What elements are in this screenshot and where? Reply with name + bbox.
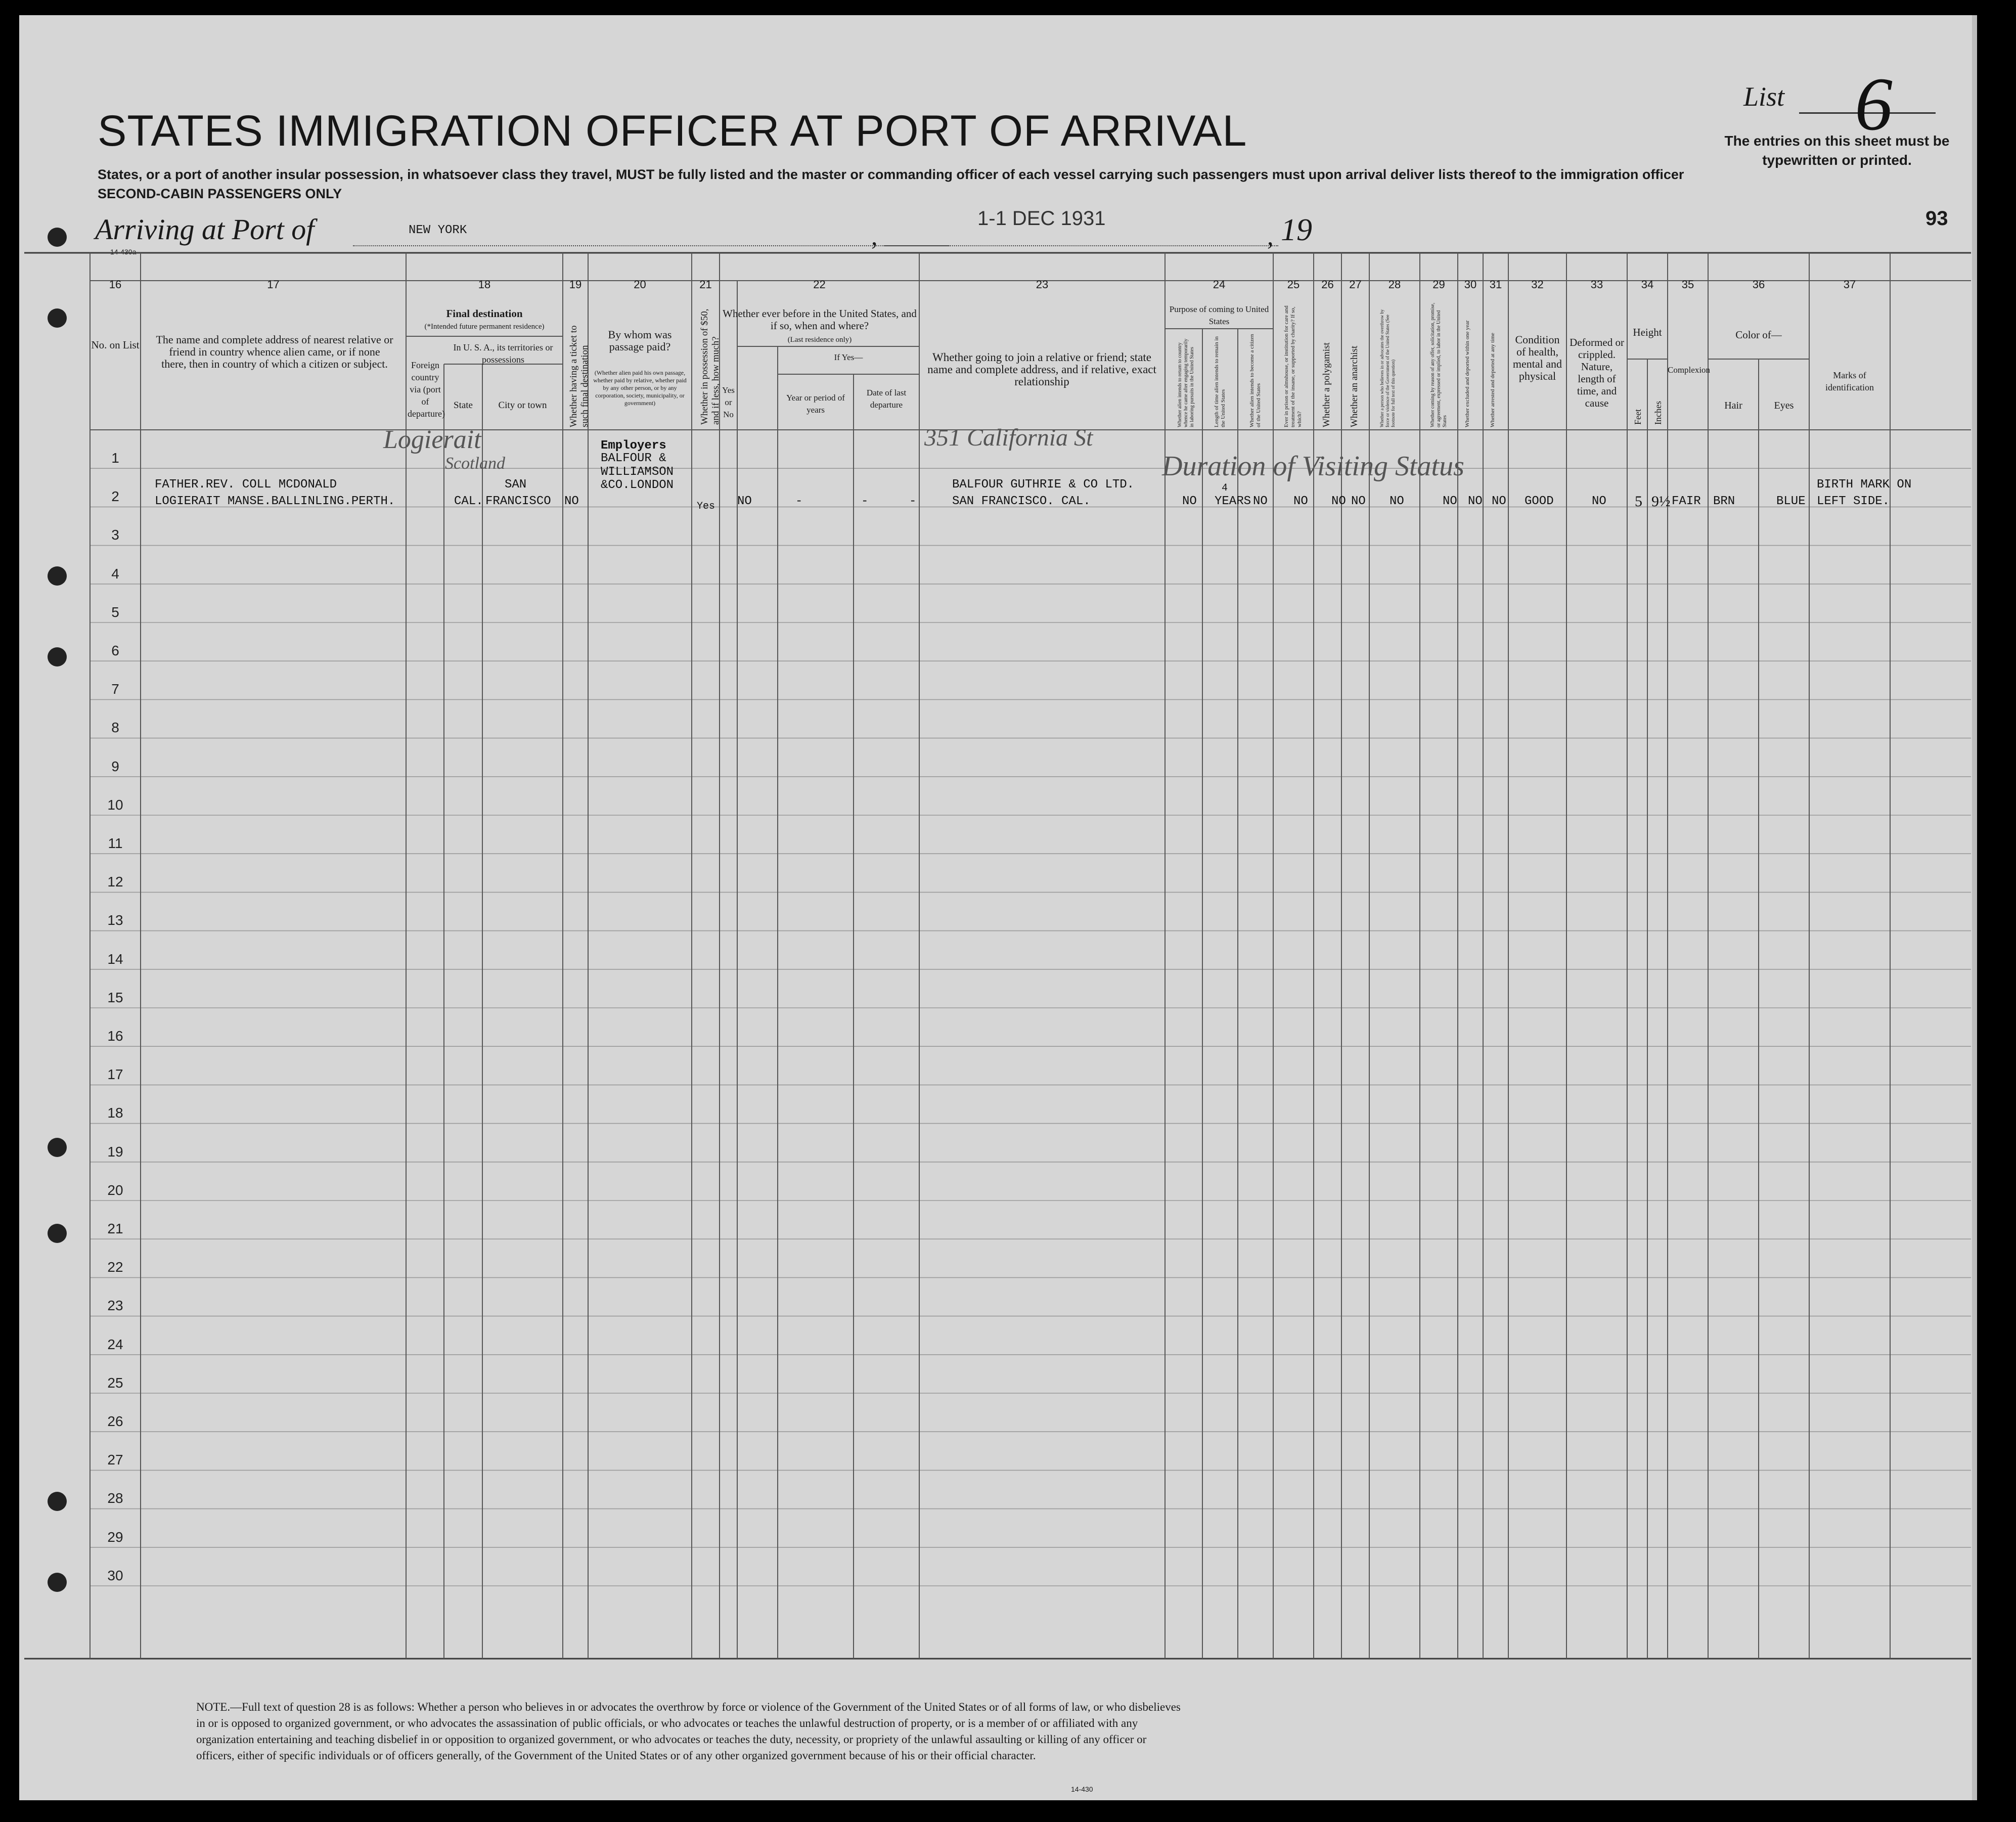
ticket-value: NO <box>564 495 579 508</box>
header-prison: Ever in prison or almshouse, or institution for care and treatment of the insane, or supported by charity? If so, which? <box>1283 305 1303 427</box>
header-polygamist: Whether a polygamist <box>1321 342 1332 427</box>
header-fifty-dollars: Whether in possession of $50, and if less, how much? <box>699 308 721 425</box>
paid-line-4: &CO.LONDON <box>601 478 674 492</box>
row-number: 8 <box>111 720 119 736</box>
header-state: State <box>454 400 473 411</box>
row-number: 10 <box>107 796 123 813</box>
row-number: 18 <box>107 1105 123 1121</box>
offer-value: NO <box>1443 495 1457 508</box>
handwritten-foreign-country: Scotland <box>445 454 505 473</box>
row-number: 9 <box>111 758 119 774</box>
row-number: 21 <box>107 1221 123 1236</box>
column-number: 18 <box>478 278 491 291</box>
join-line-2: SAN FRANCISCO. CAL. <box>952 495 1091 508</box>
header-offer: Whether coming by reason of any offer, solicitation, promise, or agreement, expressed or implied, to labor in the United States <box>1430 302 1448 427</box>
row-number: 14 <box>107 951 123 967</box>
paid-line-2: BALFOUR & <box>601 452 666 465</box>
header-overthrow: Whether a person who believes in or advocates the overthrow by force or violence of the Government of the United States (See footnote for full text of this question) <box>1379 309 1396 427</box>
citizen-value: NO <box>1253 495 1268 508</box>
column-number: 30 <box>1464 278 1477 291</box>
height-feet: 5 <box>1635 493 1642 510</box>
header-feet: Feet <box>1633 409 1643 425</box>
header-in-usa: In U. S. A., its territories or possessions <box>453 342 553 365</box>
eyes-value: BLUE <box>1776 495 1806 508</box>
row-number: 29 <box>107 1529 123 1545</box>
row-number: 6 <box>111 643 119 658</box>
deformed-value: NO <box>1592 495 1606 508</box>
handwritten-join-address: 351 California St <box>924 424 1093 451</box>
header-final-destination: Final destination <box>446 307 523 320</box>
header-inches: Inches <box>1653 401 1663 425</box>
column-number: 35 <box>1681 278 1694 291</box>
row-number: 28 <box>107 1490 123 1506</box>
length-unit: YEARS <box>1215 495 1251 508</box>
destination-state: CAL. <box>454 495 483 508</box>
length-number: 4 <box>1222 482 1228 494</box>
row-number: 20 <box>107 1182 123 1198</box>
row-number: 30 <box>107 1567 123 1583</box>
column-number: 24 <box>1213 278 1226 291</box>
header-eyes: Eyes <box>1774 400 1794 411</box>
header-before-in-us: Whether ever before in the United States, and if so, when and where? <box>723 307 917 332</box>
list-number: 6 <box>1855 62 1893 146</box>
footnote-question-28: NOTE.—Full text of question 28 is as follows: Whether a person who believes in or advocates the overthrow by force or violence of the Government of the United States or of all forms of law, or who disbelieves in or is opposed to organized government, or who advocates the assassination of public officials, or who advocates or teaches the unlawful destruction of property, or is a member of or affiliated with any organization entertaining and teaching disbelief in or opposition to organized government, or who advocates or teaches the duty, necessity, or propriety of the unlawful assaulting or killing of any officer or officers, either of specific individuals or of officers generally, of the Government of the United States or of any other organized government because of his or their official character. <box>196 1701 1181 1762</box>
header-yes-no: Yes or No <box>722 385 735 419</box>
manifest-sheet <box>19 15 1977 1800</box>
row-number: 24 <box>107 1336 123 1352</box>
column-number: 23 <box>1036 278 1049 291</box>
before-period: - <box>795 495 803 508</box>
column-number: 21 <box>699 278 712 291</box>
header-join-relative: Whether going to join a relative or friend; state name and complete address, and if relative, exact relationship <box>927 351 1156 388</box>
header-passage-paid-sub: (Whether alien paid his own passage, whether paid by relative, whether paid by any other person, or by any corporation, society, municipality, or government) <box>593 369 687 407</box>
header-purpose-citizen: Whether alien intends to become a citizen of the United States <box>1249 334 1262 427</box>
column-number: 26 <box>1321 278 1334 291</box>
row-number: 3 <box>111 527 119 543</box>
health-value: GOOD <box>1525 495 1554 508</box>
arrested-value: NO <box>1492 495 1506 508</box>
column-number: 32 <box>1531 278 1544 291</box>
height-inches: 9½ <box>1651 493 1671 510</box>
column-number: 22 <box>813 278 826 291</box>
before-date: - <box>909 495 917 508</box>
header-hair: Hair <box>1724 400 1742 411</box>
header-purpose-return: Whether alien intends to return to country whence he came after engaging temporarily in laboring pursuits in the United States <box>1177 338 1195 427</box>
column-number: 19 <box>569 278 582 291</box>
handwritten-purpose: Duration of Visiting Status <box>1162 451 1464 482</box>
row-number: 2 <box>111 488 119 505</box>
paid-line-3: WILLIAMSON <box>601 465 674 479</box>
overthrow-value: NO <box>1390 495 1404 508</box>
row-number: 4 <box>111 565 119 582</box>
comma: , <box>1267 222 1274 250</box>
year-label: 19 <box>1281 213 1312 247</box>
marks-line-2: LEFT SIDE. <box>1817 495 1890 508</box>
hair-value: BRN <box>1713 495 1735 508</box>
header-marks: Marks of identification <box>1825 370 1874 392</box>
page-number: 93 <box>1925 207 1948 230</box>
page-title: STATES IMMIGRATION OFFICER AT PORT OF ARRIVAL <box>98 107 1247 155</box>
column-number: 28 <box>1388 278 1401 291</box>
header-period: Year or period of years <box>786 393 845 415</box>
header-last-residence: (Last residence only) <box>787 336 852 344</box>
header-nearest-relative: The name and complete address of nearest relative or friend in country whence alien came, or if none there, then in country of which a citizen or subject. <box>156 333 393 370</box>
port-label: Arriving at Port of <box>95 213 315 246</box>
handwritten-destination: Logierait <box>383 425 481 454</box>
header-if-yes: If Yes— <box>834 352 863 362</box>
header-city: City or town <box>498 400 547 411</box>
header-deformed: Deformed or crippled. Nature, length of time, and cause <box>1570 336 1624 409</box>
before-yes-no: NO <box>737 495 752 508</box>
complexion-value: FAIR <box>1672 495 1701 508</box>
row-number: 23 <box>107 1298 123 1314</box>
form-code-top: 14-430a <box>110 248 137 256</box>
polygamist-value: NO <box>1331 495 1346 508</box>
form-code-bottom: 14-430 <box>1071 1785 1093 1793</box>
list-label: List <box>1743 81 1785 112</box>
column-number: 17 <box>267 278 280 291</box>
money-value: Yes <box>697 501 715 512</box>
row-number: 25 <box>107 1374 123 1391</box>
anarchist-value: NO <box>1351 495 1366 508</box>
date-stamp: 1-1 DEC 1931 <box>977 207 1106 230</box>
relative-line-2: LOGIERAIT MANSE.BALLINLING.PERTH. <box>155 495 395 508</box>
entries-note: The entries on this sheet must be typewritten or printed. <box>1724 133 1950 168</box>
header-date-last-departure: Date of last departure <box>866 388 907 410</box>
row-number: 17 <box>107 1066 123 1083</box>
comma: , <box>871 222 878 250</box>
header-foreign-country: Foreign country via (port of departure) <box>408 360 445 419</box>
row-number: 1 <box>111 450 119 466</box>
destination-city-line-1: SAN <box>505 478 527 492</box>
header-complexion: Complexion <box>1668 365 1711 375</box>
column-number: 31 <box>1489 278 1502 291</box>
row-number: 13 <box>107 912 123 928</box>
column-number: 33 <box>1590 278 1603 291</box>
excluded-value: NO <box>1468 495 1483 508</box>
header-anarchist: Whether an anarchist <box>1349 345 1360 427</box>
row-number: 19 <box>107 1143 123 1160</box>
header-final-destination-sub: (*Intended future permanent residence) <box>424 323 545 331</box>
header-arrested: Whether arrested and deported at any time <box>1490 333 1496 427</box>
header-color-of: Color of— <box>1735 329 1782 341</box>
row-number: 7 <box>111 681 119 697</box>
header-height: Height <box>1633 326 1662 338</box>
prison-value: NO <box>1293 495 1308 508</box>
return-intent: NO <box>1182 495 1197 508</box>
header-excluded: Whether excluded and deported within one year <box>1464 320 1470 427</box>
row-number: 12 <box>107 874 123 890</box>
row-number: 5 <box>111 604 119 620</box>
column-number: 29 <box>1432 278 1445 291</box>
column-number: 16 <box>109 278 122 291</box>
marks-line-1: BIRTH MARK ON <box>1817 478 1912 492</box>
header-passage-paid: By whom was passage paid? <box>608 328 672 353</box>
column-number: 25 <box>1287 278 1300 291</box>
column-number: 20 <box>634 278 646 291</box>
column-number: 36 <box>1752 278 1765 291</box>
row-number: 22 <box>107 1259 123 1275</box>
header-no-on-list: No. on List <box>91 339 140 351</box>
row-number: 11 <box>108 835 123 851</box>
column-number: 27 <box>1349 278 1362 291</box>
header-ticket: Whether having a ticket to such final destination <box>568 325 590 427</box>
relative-line-1: FATHER.REV. COLL MCDONALD <box>155 478 337 492</box>
header-purpose-length: Length of time alien intends to remain in the United States <box>1214 336 1226 427</box>
column-number: 34 <box>1641 278 1654 291</box>
row-number: 15 <box>107 989 123 1005</box>
header-health: Condition of health, mental and physical <box>1512 333 1562 382</box>
row-number: 16 <box>107 1028 123 1044</box>
paid-line-1: Employers <box>601 439 666 453</box>
class-line: SECOND-CABIN PASSENGERS ONLY <box>98 186 342 201</box>
row-number: 27 <box>107 1452 123 1468</box>
destination-city-line-2: FRANCISCO <box>485 495 551 508</box>
header-purpose: Purpose of coming to United States <box>1169 304 1269 326</box>
row-number: 26 <box>107 1413 123 1429</box>
join-line-1: BALFOUR GUTHRIE & CO LTD. <box>952 478 1135 492</box>
before-where: - <box>861 495 869 508</box>
port-value: NEW YORK <box>409 224 467 237</box>
instruction-line: States, or a port of another insular possession, in whatsoever class they travel, MUST be fully listed and the master or commanding officer of each vessel carrying such passengers must upon arrival deliver lists thereof to the immigration officer <box>98 167 1684 182</box>
column-number: 37 <box>1843 278 1856 291</box>
